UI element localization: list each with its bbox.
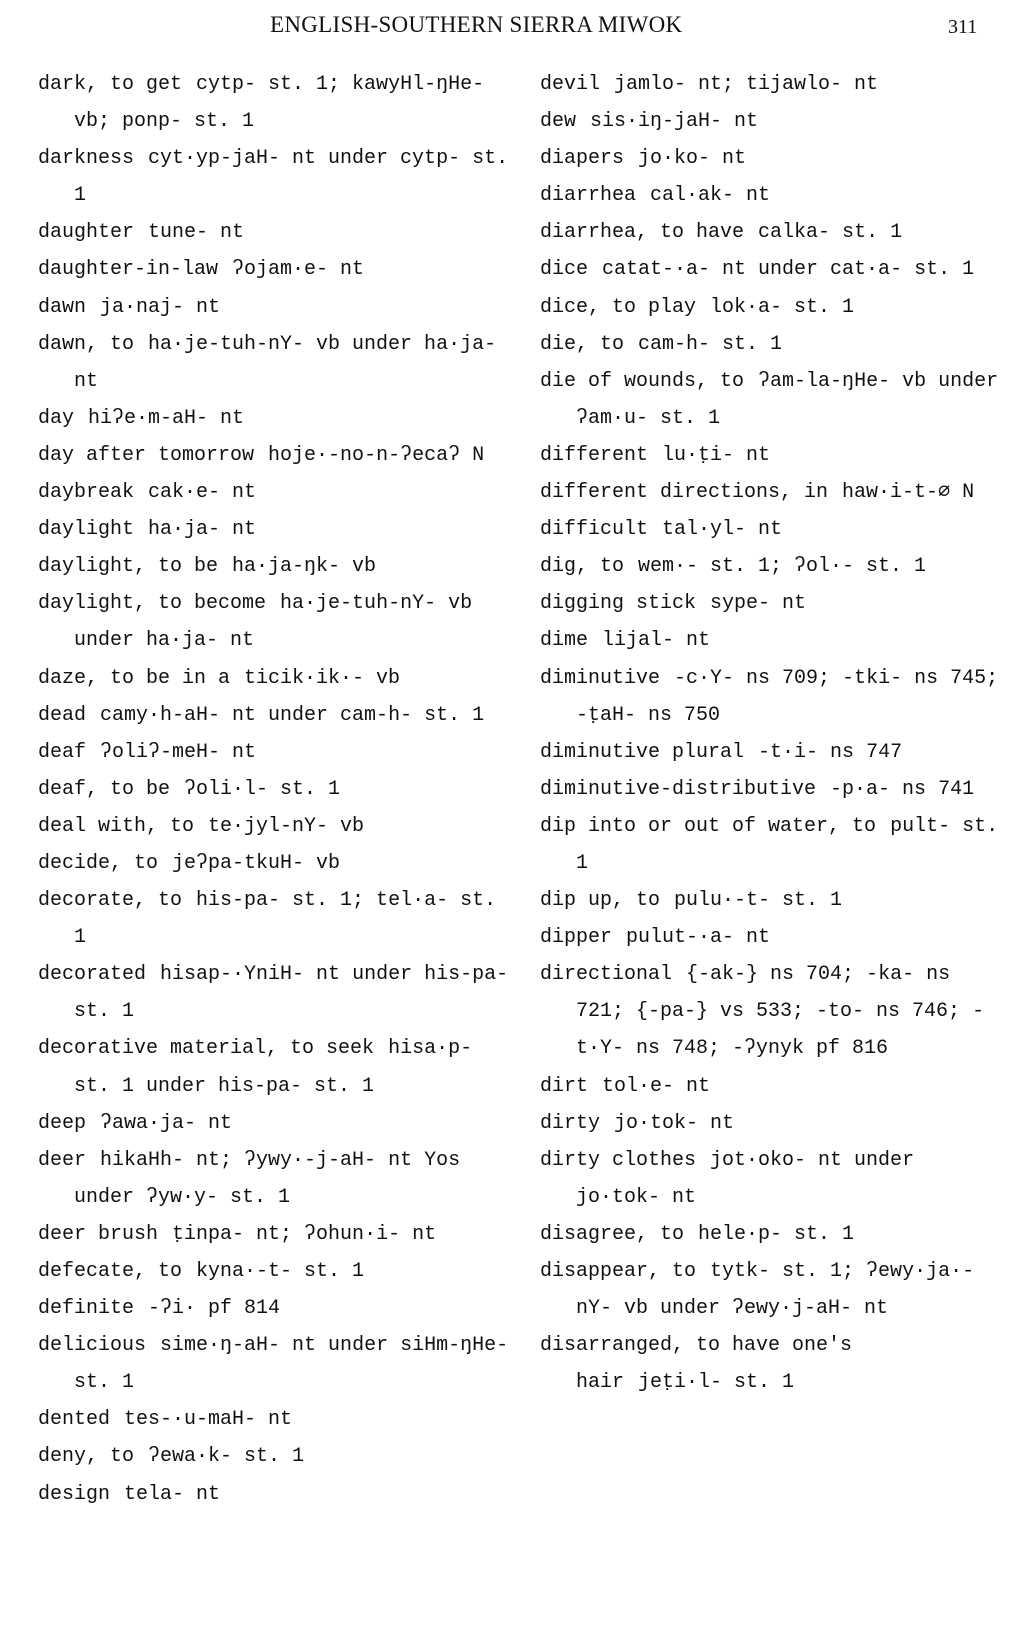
entry-term: dead <box>38 703 87 727</box>
entry-term: difficult <box>540 518 649 542</box>
entry-term: dip into or out of water, to <box>540 814 877 838</box>
entry-definition: hisa·p- st. 1 under his-pa- st. 1 <box>74 1037 473 1098</box>
dictionary-entry <box>540 1216 1010 1253</box>
entry-definition: tol·e- nt <box>602 1074 711 1098</box>
entry-definition: ha·je-tuh-nY- vb under ha·ja- nt <box>74 592 473 653</box>
entry-term: diapers <box>540 147 625 171</box>
entry-term: disagree, to <box>540 1222 685 1246</box>
entry-term: daylight, to become <box>38 592 267 616</box>
entry-term: dipper <box>540 926 613 950</box>
entry-definition: ʔewa·k- st. 1 <box>148 1445 305 1469</box>
dictionary-entry <box>38 1438 513 1475</box>
entry-term: decorated <box>38 963 147 987</box>
entry-term: dime <box>540 629 589 653</box>
entry-definition: jamlo- nt; tijawlo- nt <box>614 73 879 96</box>
entry-term: different <box>540 443 649 467</box>
entry-definition: -t·i- ns 747 <box>758 740 903 764</box>
entry-term: daylight <box>38 518 135 542</box>
dictionary-entry <box>38 548 513 585</box>
entry-term: diminutive-distributive <box>540 777 817 801</box>
entry-definition: tune- nt <box>148 221 245 245</box>
entry-definition: jo·tok- nt <box>614 1111 735 1135</box>
dictionary-entry <box>540 1068 1010 1105</box>
entry-definition: hisap-·YniH- nt under his-pa- st. 1 <box>74 963 509 1024</box>
entry-definition: ṭinpa- nt; ʔohun·i- nt <box>172 1222 437 1246</box>
entry-term: definite <box>38 1297 135 1321</box>
entry-term: daybreak <box>38 481 135 505</box>
dictionary-entry <box>540 326 1010 363</box>
entry-definition: tytk- st. 1; ʔewy·ja·-nY- vb under ʔewy·j-aH- nt <box>576 1260 975 1321</box>
entry-term: dirty <box>540 1111 601 1135</box>
entry-term: disarranged, to have one's hair <box>540 1334 853 1395</box>
entry-definition: hele·p- st. 1 <box>698 1222 855 1246</box>
entry-term: day after tomorrow <box>38 443 255 467</box>
entry-term: darkness <box>38 147 135 171</box>
dictionary-entry <box>540 437 1010 474</box>
entry-term: dirt <box>540 1074 589 1098</box>
entry-term: decide, to <box>38 851 159 875</box>
dictionary-entry <box>540 956 1010 1067</box>
dictionary-entry <box>540 251 1010 288</box>
entry-definition: ʔawa·ja- nt <box>100 1111 233 1135</box>
entry-definition: ja·naj- nt <box>100 295 221 319</box>
entry-definition: cal·ak- nt <box>650 184 771 208</box>
dictionary-entry <box>38 437 513 474</box>
entry-definition: cam-h- st. 1 <box>638 332 783 356</box>
entry-term: dirty clothes <box>540 1148 697 1172</box>
dictionary-entry <box>38 1253 513 1290</box>
entry-term: dice, to play <box>540 295 697 319</box>
dictionary-entry <box>540 771 1010 808</box>
dictionary-entry <box>38 1030 513 1104</box>
entry-definition: tal·yl- nt <box>662 518 783 542</box>
dictionary-entry <box>38 511 513 548</box>
entry-definition: his-pa- st. 1; tel·a- st. 1 <box>74 889 497 950</box>
dictionary-entry <box>540 177 1010 214</box>
entry-definition: te·jyl-nY- vb <box>208 814 365 838</box>
dictionary-entry <box>38 400 513 437</box>
page-header <box>0 12 1028 42</box>
entry-term: dip up, to <box>540 889 661 913</box>
entry-definition: hikaHh- nt; ʔywy·-j-aH- nt Yos under ʔyw·y- st. 1 <box>74 1148 461 1209</box>
dictionary-entry <box>38 1327 513 1401</box>
entry-term: daughter-in-law <box>38 258 219 282</box>
entry-term: diminutive <box>540 666 661 690</box>
entry-term: die of wounds, to <box>540 369 745 393</box>
dictionary-entry <box>38 845 513 882</box>
entry-definition: jot·oko- nt under jo·tok- nt <box>576 1148 915 1209</box>
dictionary-entry <box>540 660 1010 734</box>
dictionary-entry <box>540 1142 1010 1216</box>
entry-term: deer brush <box>38 1222 159 1246</box>
entry-term: daylight, to be <box>38 555 219 579</box>
entry-term: dawn <box>38 295 87 319</box>
entry-term: dawn, to <box>38 332 135 356</box>
entry-definition: wem·- st. 1; ʔol·- st. 1 <box>638 555 927 579</box>
entry-definition: hoje·-no-n-ʔecaʔ N <box>268 443 485 467</box>
entry-definition: pulut-·a- nt <box>626 926 771 950</box>
dictionary-entry <box>540 734 1010 771</box>
dictionary-entry <box>38 214 513 251</box>
dictionary-entry <box>38 289 513 326</box>
entry-term: different directions, in <box>540 481 829 505</box>
entry-term: dark, to get <box>38 73 183 96</box>
dictionary-entry <box>38 882 513 956</box>
entry-definition: cyt·yp-jaH- nt under cytp- st. 1 <box>74 147 509 208</box>
entry-definition: calka- st. 1 <box>758 221 903 245</box>
dictionary-entry <box>38 326 513 400</box>
entry-definition: pulu·-t- st. 1 <box>674 889 843 913</box>
left-column <box>38 66 513 1513</box>
entry-term: deaf <box>38 740 87 764</box>
dictionary-entry <box>540 548 1010 585</box>
entry-definition: kyna·-t- st. 1 <box>196 1260 365 1283</box>
entry-definition: ʔoli·l- st. 1 <box>184 777 341 801</box>
entry-definition: cytp- st. 1; kawyHl-ŋHe- vb; ponp- st. 1 <box>74 73 485 134</box>
dictionary-entry <box>540 363 1010 437</box>
entry-term: defecate, to <box>38 1260 183 1283</box>
entry-term: directional <box>540 963 673 987</box>
dictionary-entry <box>540 214 1010 251</box>
entry-definition: catat-·a- nt under cat·a- st. 1 <box>602 258 975 282</box>
entry-definition: lijal- nt <box>602 629 711 653</box>
entry-term: deaf, to be <box>38 777 171 801</box>
entry-term: decorate, to <box>38 889 183 913</box>
dictionary-entry <box>540 882 1010 919</box>
entry-definition: pult- st. 1 <box>576 814 999 875</box>
entry-term: devil <box>540 73 601 96</box>
entry-term: deep <box>38 1111 87 1135</box>
entry-term: dice <box>540 258 589 282</box>
right-column <box>540 66 1010 1401</box>
entry-definition: ha·je-tuh-nY- vb under ha·ja- nt <box>74 332 497 393</box>
entry-term: day <box>38 406 75 430</box>
dictionary-entry <box>540 1253 1010 1327</box>
dictionary-entry <box>540 1105 1010 1142</box>
dictionary-entry <box>38 1216 513 1253</box>
entry-definition: tela- nt <box>124 1482 221 1506</box>
dictionary-entry <box>38 585 513 659</box>
entry-term: daughter <box>38 221 135 245</box>
entry-definition: jeʔpa-tkuH- vb <box>172 851 341 875</box>
dictionary-entry <box>38 251 513 288</box>
entry-term: diarrhea <box>540 184 637 208</box>
entry-definition: ticik·ik·- vb <box>244 666 401 690</box>
entry-term: disappear, to <box>540 1260 697 1283</box>
dictionary-entry <box>540 140 1010 177</box>
entry-definition: cak·e- nt <box>148 481 257 505</box>
entry-term: dig, to <box>540 555 625 579</box>
entry-definition: jeṭi·l- st. 1 <box>638 1371 795 1395</box>
entry-definition: ʔoliʔ-meH- nt <box>100 740 257 764</box>
dictionary-entry <box>38 140 513 214</box>
entry-term: diarrhea, to have <box>540 221 745 245</box>
entry-definition: ʔam-la-ŋHe- vb under ʔam·u- st. 1 <box>576 369 999 430</box>
entry-definition: -p·a- ns 741 <box>830 777 975 801</box>
dictionary-entry <box>38 734 513 771</box>
entry-definition: tes-·u-maH- nt <box>124 1408 293 1432</box>
entry-term: deer <box>38 1148 87 1172</box>
page-number: 311 <box>948 16 978 38</box>
entry-definition: -c·Y- ns 709; -tki- ns 745; -ṭaH- ns 750 <box>576 666 999 727</box>
entry-term: deny, to <box>38 1445 135 1469</box>
entry-definition: lok·a- st. 1 <box>710 295 855 319</box>
dictionary-entry <box>540 66 1010 103</box>
entry-definition: haw·i-t-∅ N <box>842 481 975 505</box>
dictionary-entry <box>38 1401 513 1438</box>
entry-definition: hiʔe·m-aH- nt <box>88 406 245 430</box>
dictionary-entry <box>38 1142 513 1216</box>
dictionary-entry <box>38 808 513 845</box>
dictionary-entry <box>38 660 513 697</box>
dictionary-entry <box>540 474 1010 511</box>
entry-definition: ha·ja-ŋk- vb <box>232 555 377 579</box>
dictionary-entry <box>540 808 1010 882</box>
entry-definition: camy·h-aH- nt under cam-h- st. 1 <box>100 703 485 727</box>
dictionary-entry <box>38 1290 513 1327</box>
entry-term: diminutive plural <box>540 740 745 764</box>
entry-definition: ha·ja- nt <box>148 518 257 542</box>
dictionary-entry <box>540 919 1010 956</box>
entry-definition: sype- nt <box>710 592 807 616</box>
entry-term: design <box>38 1482 111 1506</box>
entry-term: digging stick <box>540 592 697 616</box>
entry-definition: sis·iŋ-jaH- nt <box>590 110 759 134</box>
entry-term: daze, to be in a <box>38 666 231 690</box>
dictionary-entry <box>38 66 513 140</box>
dictionary-entry <box>540 1327 1010 1401</box>
entry-term: decorative material, to seek <box>38 1037 375 1061</box>
entry-term: dented <box>38 1408 111 1432</box>
dictionary-entry <box>540 585 1010 622</box>
entry-term: delicious <box>38 1334 147 1358</box>
dictionary-entry <box>540 103 1010 140</box>
dictionary-entry <box>38 1105 513 1142</box>
dictionary-entry <box>38 771 513 808</box>
entry-term: die, to <box>540 332 625 356</box>
entry-term: dew <box>540 110 577 134</box>
running-title: ENGLISH-SOUTHERN SIERRA MIWOK <box>270 12 683 37</box>
dictionary-entry <box>540 622 1010 659</box>
entry-definition: jo·ko- nt <box>638 147 747 171</box>
dictionary-entry <box>38 956 513 1030</box>
entry-definition: {-ak-} ns 704; -ka- ns 721; {-pa-} vs 533; -to- ns 746; -t·Y- ns 748; -ʔynyk pf 816 <box>576 963 985 1061</box>
dictionary-entry <box>38 1476 513 1513</box>
entry-definition: -ʔi· pf 814 <box>148 1297 281 1321</box>
dictionary-entry <box>38 697 513 734</box>
dictionary-entry <box>540 511 1010 548</box>
entry-term: deal with, to <box>38 814 195 838</box>
dictionary-entry <box>38 474 513 511</box>
entry-definition: sime·ŋ-aH- nt under siHm-ŋHe- st. 1 <box>74 1334 509 1395</box>
dictionary-entry <box>540 289 1010 326</box>
entry-definition: ʔojam·e- nt <box>232 258 365 282</box>
entry-definition: lu·ṭi- nt <box>662 443 771 467</box>
